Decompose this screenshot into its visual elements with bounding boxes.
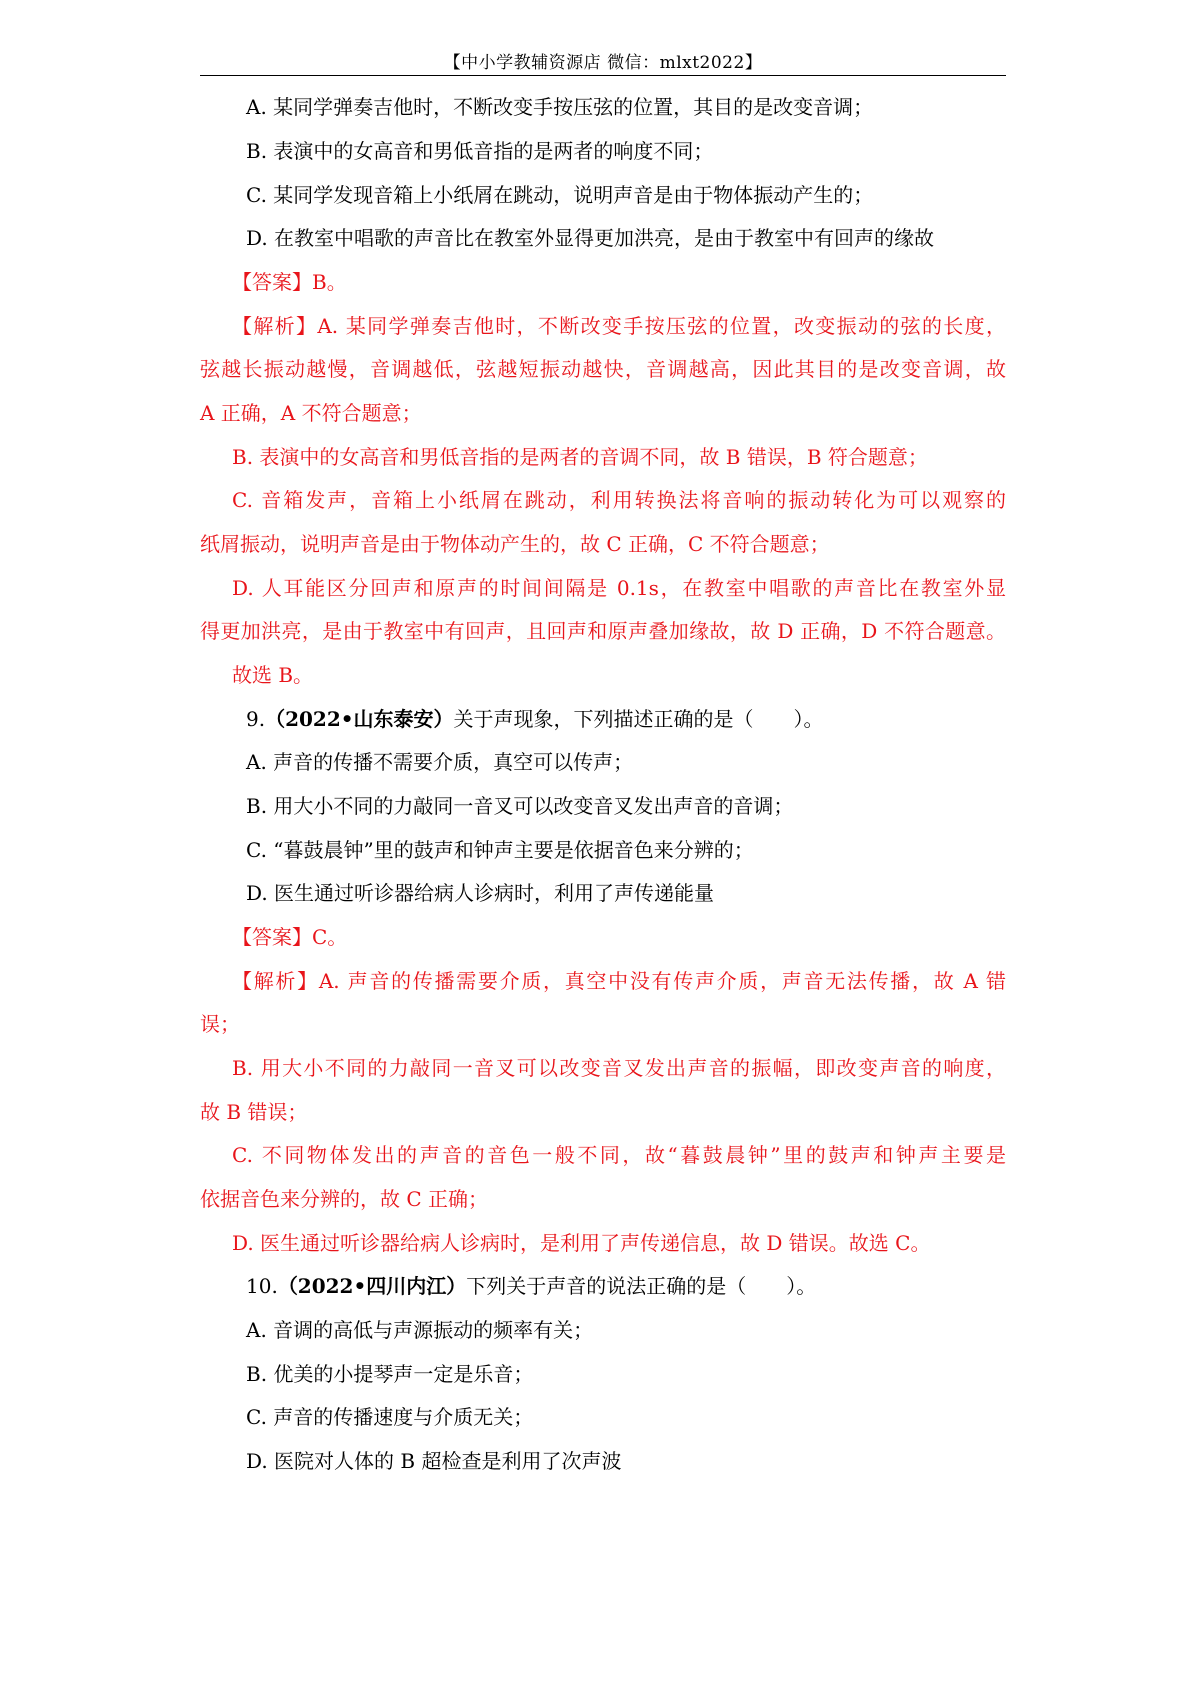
- q9-analysis-line-1: 【解析】A. 声音的传播需要介质，真空中没有传声介质，声音无法传播，故 A 错: [232, 969, 1006, 993]
- q8-analysis-line-3: A 正确，A 不符合题意；: [200, 401, 422, 425]
- q9-stem-line: [246, 707, 1006, 731]
- q10-option-d: D. 医院对人体的 B 超检查是利用了次声波: [246, 1449, 622, 1473]
- q8-option-a: A. 某同学弹奏吉他时，不断改变手按压弦的位置，其目的是改变音调；: [246, 95, 874, 119]
- q9-option-a: A. 声音的传播不需要介质，真空可以传声；: [246, 750, 634, 774]
- q9-analysis-line-2: 误；: [200, 1012, 240, 1036]
- q9-answer: 【答案】C。: [232, 925, 348, 949]
- q9-analysis-line-7: D. 医生通过听诊器给病人诊病时，是利用了声传递信息，故 D 错误。故选 C。: [232, 1231, 931, 1255]
- q10-source: （2022•四川内江）: [277, 1274, 467, 1298]
- q8-option-c: C. 某同学发现音箱上小纸屑在跳动，说明声音是由于物体振动产生的；: [246, 183, 874, 207]
- q9-source: （2022•山东泰安）: [265, 707, 454, 731]
- q9-analysis-line-4: 故 B 错误；: [200, 1100, 308, 1124]
- q9-option-c: C. “暮鼓晨钟”里的鼓声和钟声主要是依据音色来分辨的；: [246, 838, 754, 862]
- q9-number: 9.: [246, 707, 266, 731]
- q8-analysis-line-9: 故选 B。: [232, 663, 314, 687]
- q8-analysis-line-2: 弦越长振动越慢，音调越低，弦越短振动越快，音调越高，因此其目的是改变音调，故: [200, 357, 1006, 381]
- q8-analysis-line-1: 【解析】A. 某同学弹奏吉他时，不断改变手按压弦的位置，改变振动的弦的长度，: [232, 314, 1006, 338]
- q8-option-d: D. 在教室中唱歌的声音比在教室外显得更加洪亮，是由于教室中有回声的缘故: [246, 226, 935, 250]
- q10-option-c: C. 声音的传播速度与介质无关；: [246, 1405, 534, 1429]
- q8-analysis-line-5: C. 音箱发声，音箱上小纸屑在跳动，利用转换法将音响的振动转化为可以观察的: [232, 488, 1006, 512]
- q8-analysis-line-4: B. 表演中的女高音和男低音指的是两者的音调不同，故 B 错误，B 符合题意；: [232, 445, 928, 469]
- q8-analysis-line-6: 纸屑振动，说明声音是由于物体动产生的，故 C 正确，C 不符合题意；: [200, 532, 830, 556]
- q8-analysis-line-8: 得更加洪亮，是由于教室中有回声，且回声和原声叠加缘故，故 D 正确，D 不符合题意。: [200, 619, 1006, 643]
- q9-analysis-line-5: C. 不同物体发出的声音的音色一般不同，故“暮鼓晨钟”里的鼓声和钟声主要是: [232, 1143, 1006, 1167]
- header-rule: [200, 75, 1006, 76]
- q9-option-b: B. 用大小不同的力敲同一音叉可以改变音叉发出声音的音调；: [246, 794, 794, 818]
- q10-stem-line: [246, 1274, 1006, 1298]
- q10-number: 10.: [246, 1274, 278, 1298]
- q8-answer: 【答案】B。: [232, 270, 347, 294]
- q9-stem: 关于声现象，下列描述正确的是（ ）。: [453, 707, 824, 731]
- q10-option-a: A. 音调的高低与声源振动的频率有关；: [246, 1318, 594, 1342]
- q10-option-b: B. 优美的小提琴声一定是乐音；: [246, 1362, 534, 1386]
- q8-option-b: B. 表演中的女高音和男低音指的是两者的响度不同；: [246, 139, 714, 163]
- q9-analysis-line-3: B. 用大小不同的力敲同一音叉可以改变音叉发出声音的振幅，即改变声音的响度，: [232, 1056, 1006, 1080]
- q8-analysis-line-7: D. 人耳能区分回声和原声的时间间隔是 0.1s，在教室中唱歌的声音比在教室外显: [232, 576, 1006, 600]
- q9-option-d: D. 医生通过听诊器给病人诊病时，利用了声传递能量: [246, 881, 715, 905]
- page-header: 【中小学教辅资源店 微信：mlxt2022】: [443, 53, 763, 73]
- q10-stem: 下列关于声音的说法正确的是（ ）。: [466, 1274, 817, 1298]
- q9-analysis-line-6: 依据音色来分辨的，故 C 正确；: [200, 1187, 489, 1211]
